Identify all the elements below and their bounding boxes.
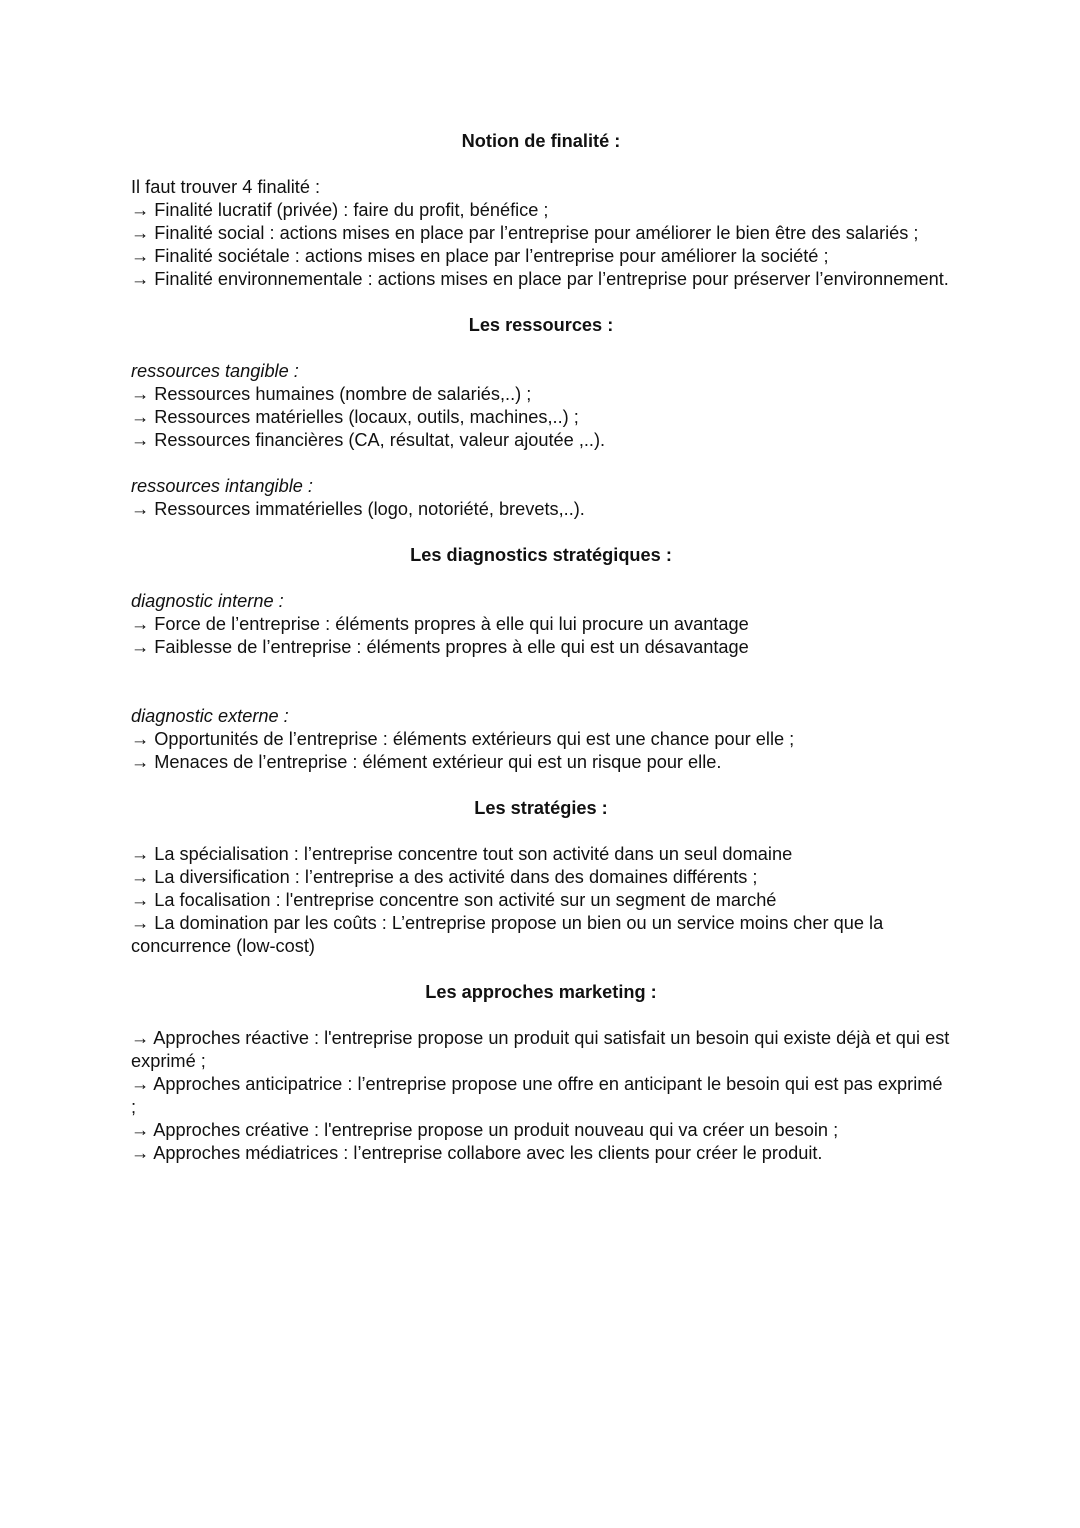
- arrow-icon: →: [131, 890, 150, 910]
- list-item: → Finalité environnementale : actions mises en place par l’entreprise pour préserver l’environnement.: [131, 269, 949, 289]
- group-label-tangible: ressources tangible :: [131, 361, 299, 381]
- arrow-icon: →: [131, 223, 150, 243]
- section-title-finalite: Notion de finalité :: [461, 131, 621, 151]
- list-item: → La diversification : l’entreprise a des activité dans des domaines différents ;: [131, 867, 758, 887]
- arrow-icon: →: [131, 1028, 150, 1048]
- arrow-icon: →: [131, 729, 150, 749]
- section-title-diagnostics: Les diagnostics stratégiques :: [410, 545, 672, 565]
- list-item: → Approches anticipatrice : l’entreprise propose une offre en anticipant le besoin qui est pas exprimé ;: [131, 1074, 943, 1117]
- arrow-icon: →: [131, 499, 150, 519]
- section-title-ressources: Les ressources :: [468, 315, 614, 335]
- arrow-icon: →: [131, 752, 150, 772]
- arrow-icon: →: [131, 269, 150, 289]
- arrow-icon: →: [131, 867, 150, 887]
- list-item: → Finalité lucratif (privée) : faire du profit, bénéfice ;: [131, 200, 549, 220]
- list-item: → La spécialisation : l’entreprise concentre tout son activité dans un seul domaine: [131, 844, 793, 864]
- list-item: → Menaces de l’entreprise : élément extérieur qui est un risque pour elle.: [131, 752, 722, 772]
- section-title-marketing: Les approches marketing :: [425, 982, 657, 1002]
- arrow-icon: →: [131, 200, 150, 220]
- list-item: → Ressources matérielles (locaux, outils, machines,..) ;: [131, 407, 579, 427]
- arrow-icon: →: [131, 1143, 150, 1163]
- group-label-interne: diagnostic interne :: [131, 591, 284, 611]
- list-item: → Approches réactive : l'entreprise propose un produit qui satisfait un besoin qui existe déjà et qui est exprimé ;: [131, 1028, 950, 1071]
- list-item: → Ressources humaines (nombre de salariés,..) ;: [131, 384, 532, 404]
- arrow-icon: →: [131, 844, 150, 864]
- list-item: → Approches créative : l'entreprise propose un produit nouveau qui va créer un besoin ;: [131, 1120, 839, 1140]
- list-item: → La focalisation : l'entreprise concentre son activité sur un segment de marché: [131, 890, 777, 910]
- list-item: → Ressources immatérielles (logo, notoriété, brevets,..).: [131, 499, 585, 519]
- document-page: [131, 130, 951, 1165]
- arrow-icon: →: [131, 1120, 150, 1140]
- intro-text: Il faut trouver 4 finalité :: [131, 177, 321, 197]
- arrow-icon: →: [131, 913, 150, 933]
- group-label-intangible: ressources intangible :: [131, 476, 313, 496]
- section-title-strategies: Les stratégies :: [474, 798, 608, 818]
- list-item: → Force de l’entreprise : éléments propres à elle qui lui procure un avantage: [131, 614, 749, 634]
- arrow-icon: →: [131, 384, 150, 404]
- group-label-externe: diagnostic externe :: [131, 706, 289, 726]
- list-item: → Opportunités de l’entreprise : éléments extérieurs qui est une chance pour elle ;: [131, 729, 795, 749]
- list-item: → Ressources financières (CA, résultat, valeur ajoutée ,..).: [131, 430, 606, 450]
- list-item: → Finalité sociétale : actions mises en place par l’entreprise pour améliorer la société ;: [131, 246, 829, 266]
- arrow-icon: →: [131, 637, 150, 657]
- arrow-icon: →: [131, 614, 150, 634]
- arrow-icon: →: [131, 1074, 150, 1094]
- list-item: → Faiblesse de l’entreprise : éléments propres à elle qui est un désavantage: [131, 637, 749, 657]
- arrow-icon: →: [131, 246, 150, 266]
- arrow-icon: →: [131, 407, 150, 427]
- list-item: → Approches médiatrices : l’entreprise collabore avec les clients pour créer le produit.: [131, 1143, 823, 1163]
- arrow-icon: →: [131, 430, 150, 450]
- list-item: → La domination par les coûts : L’entreprise propose un bien ou un service moins cher que la concurrence (low-cost): [131, 913, 884, 956]
- list-item: → Finalité social : actions mises en place par l’entreprise pour améliorer le bien être des salariés ;: [131, 223, 919, 243]
